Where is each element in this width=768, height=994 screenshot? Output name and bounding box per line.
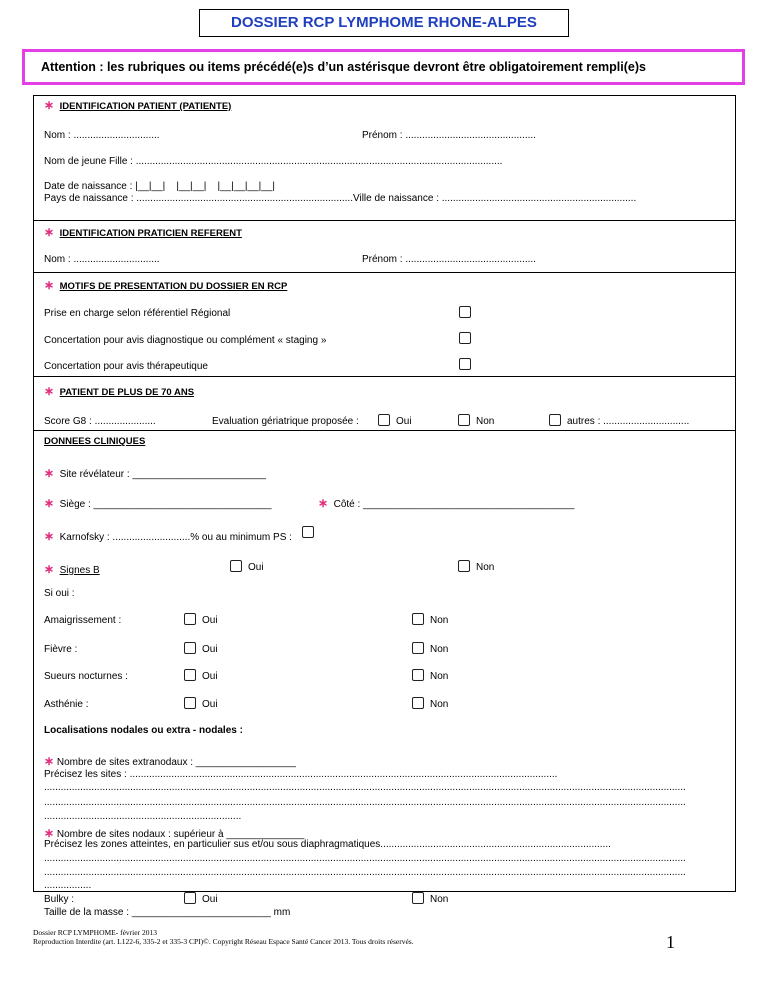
required-asterisk: ∗ <box>44 562 55 576</box>
sueurs-oui-checkbox[interactable] <box>184 669 196 681</box>
oui-label: Oui <box>248 562 264 573</box>
patient-nom-jeune-fille-field[interactable]: Nom de jeune Fille : .................................................................................................................................... <box>44 156 503 167</box>
autres-field[interactable]: autres : ............................... <box>567 416 690 427</box>
precisez-zones-field[interactable]: Précisez les zones atteintes, en particulier sus et/ou sous diaphragmatiques................................................................................... <box>44 839 611 850</box>
non-label: Non <box>430 644 449 655</box>
dotted-line[interactable]: ....................................................................................................................................................................................................................................... <box>44 853 686 864</box>
required-asterisk: ∗ <box>44 826 55 840</box>
required-asterisk: ∗ <box>44 384 55 398</box>
required-asterisk: ∗ <box>318 496 329 510</box>
required-asterisk: ∗ <box>44 98 55 112</box>
karnofsky-field[interactable]: Karnofsky : ............................% ou au minimum PS : <box>59 532 292 543</box>
bulky-oui-checkbox[interactable] <box>184 892 196 904</box>
non-label: Non <box>430 894 449 905</box>
signes-b-row <box>44 562 100 576</box>
motif-referentiel-checkbox[interactable] <box>459 306 471 318</box>
praticien-nom-field[interactable]: Nom : ............................... <box>44 254 160 265</box>
si-oui-label: Si oui : <box>44 588 75 599</box>
symptom-label: Fièvre : <box>44 644 78 655</box>
site-revelateur-row[interactable] <box>44 466 266 480</box>
signes-b-oui-checkbox[interactable] <box>230 560 242 572</box>
non-label: Non <box>430 699 449 710</box>
motif-label: Concertation pour avis diagnostique ou complément « staging » <box>44 335 327 346</box>
oui-label: Oui <box>202 644 218 655</box>
dotted-line[interactable]: ....................................................................................................................................................................................................................................... <box>44 867 686 878</box>
bulky-non-checkbox[interactable] <box>412 892 424 904</box>
bulky-label: Bulky : <box>44 894 75 905</box>
section-plus70-header <box>44 384 194 398</box>
section-patient-header <box>44 98 231 112</box>
divider <box>33 376 736 377</box>
section-title: MOTIFS DE PRESENTATION DU DOSSIER EN RCP <box>59 281 288 292</box>
divider <box>33 430 736 431</box>
non-label: Non <box>476 416 495 427</box>
oui-label: Oui <box>202 894 218 905</box>
non-label: Non <box>430 671 449 682</box>
extranodaux-row[interactable] <box>44 754 296 768</box>
sueurs-non-checkbox[interactable] <box>412 669 424 681</box>
ps-checkbox[interactable] <box>302 526 314 538</box>
oui-label: Oui <box>202 615 218 626</box>
oui-label: Oui <box>202 699 218 710</box>
nb-extranodaux-field[interactable]: Nombre de sites extranodaux : __________________ <box>56 757 296 768</box>
section-title: IDENTIFICATION PRATICIEN REFERENT <box>59 228 242 239</box>
page-number: 1 <box>666 932 675 952</box>
patient-prenom-field[interactable]: Prénom : ............................................... <box>362 130 536 141</box>
section-title: IDENTIFICATION PATIENT (PATIENTE) <box>59 101 232 112</box>
score-g8-field[interactable]: Score G8 : ...................... <box>44 416 156 427</box>
cote-field[interactable]: Côté : ______________________________________ <box>333 499 575 510</box>
localisations-heading: Localisations nodales ou extra - nodales : <box>44 725 243 736</box>
taille-masse-field[interactable]: Taille de la masse : _________________________ mm <box>44 907 291 918</box>
nb-nodaux-field[interactable]: Nombre de sites nodaux : supérieur à ______________ <box>56 829 305 840</box>
signes-b-non-checkbox[interactable] <box>458 560 470 572</box>
asthenie-non-checkbox[interactable] <box>412 697 424 709</box>
required-asterisk: ∗ <box>44 529 55 543</box>
oui-label: Oui <box>396 416 412 427</box>
fievre-non-checkbox[interactable] <box>412 642 424 654</box>
section-praticien-header <box>44 225 242 239</box>
motif-therapeutique-checkbox[interactable] <box>459 358 471 370</box>
required-asterisk: ∗ <box>44 225 55 239</box>
dotted-line[interactable]: ................. <box>44 880 92 891</box>
motif-diagnostique-checkbox[interactable] <box>459 332 471 344</box>
precisez-sites-field[interactable]: Précisez les sites : .......................................................................................................................................................... <box>44 769 558 780</box>
nodaux-row[interactable] <box>44 826 304 840</box>
footer-copyright: Reproduction Interdite (art. L122-6, 335-2 et 335-3 CPI)©. Copyright Réseau Espace Santé Cancer 2013. Tous droits réservés. <box>33 937 414 946</box>
divider <box>33 220 736 221</box>
non-label: Non <box>476 562 495 573</box>
dotted-line[interactable]: ....................................................................... <box>44 811 242 822</box>
required-asterisk: ∗ <box>44 278 55 292</box>
praticien-prenom-field[interactable]: Prénom : ............................................... <box>362 254 536 265</box>
required-asterisk: ∗ <box>44 466 55 480</box>
siege-field[interactable]: Siège : ________________________________ <box>59 499 272 510</box>
dotted-line[interactable]: ....................................................................................................................................................................................................................................... <box>44 782 686 793</box>
symptom-label: Amaigrissement : <box>44 615 122 626</box>
cote-row[interactable] <box>318 496 574 510</box>
signes-b-label: Signes B <box>59 565 100 576</box>
section-clinique-title: DONNEES CLINIQUES <box>44 436 146 447</box>
required-asterisk: ∗ <box>44 754 55 768</box>
section-title: PATIENT DE PLUS DE 70 ANS <box>59 387 195 398</box>
patient-nom-field[interactable]: Nom : ............................... <box>44 130 160 141</box>
patient-pays-ville-field[interactable]: Pays de naissance : ..............................................................................Ville de naissance : ...................................................................... <box>44 193 637 204</box>
fievre-oui-checkbox[interactable] <box>184 642 196 654</box>
divider <box>33 272 736 273</box>
symptom-label: Sueurs nocturnes : <box>44 671 128 682</box>
site-revelateur-field[interactable]: Site révélateur : ________________________ <box>59 469 266 480</box>
mandatory-warning: Attention : les rubriques ou items précédé(e)s d’un astérisque devront être obligatoirement rempli(e)s <box>22 49 745 85</box>
evaluation-geriatrique-label: Evaluation gériatrique proposée : <box>212 416 359 427</box>
amaigrissement-non-checkbox[interactable] <box>412 613 424 625</box>
amaigrissement-oui-checkbox[interactable] <box>184 613 196 625</box>
required-asterisk: ∗ <box>44 496 55 510</box>
document-title: DOSSIER RCP LYMPHOME RHONE-ALPES <box>199 9 569 37</box>
siege-row[interactable] <box>44 496 272 510</box>
footer-line1: Dossier RCP LYMPHOME- février 2013 <box>33 928 157 937</box>
patient-date-naissance-field[interactable]: Date de naissance : |__|__| |__|__| |__|__|__|__| <box>44 181 275 192</box>
asthenie-oui-checkbox[interactable] <box>184 697 196 709</box>
evaluation-autres-checkbox[interactable] <box>549 414 561 426</box>
symptom-label: Asthénie : <box>44 699 89 710</box>
dotted-line[interactable]: ....................................................................................................................................................................................................................................... <box>44 797 686 808</box>
evaluation-oui-checkbox[interactable] <box>378 414 390 426</box>
motif-label: Prise en charge selon référentiel Régional <box>44 308 231 319</box>
section-motifs-header <box>44 278 287 292</box>
oui-label: Oui <box>202 671 218 682</box>
motif-label: Concertation pour avis thérapeutique <box>44 361 208 372</box>
karnofsky-row[interactable] <box>44 529 292 543</box>
evaluation-non-checkbox[interactable] <box>458 414 470 426</box>
non-label: Non <box>430 615 449 626</box>
